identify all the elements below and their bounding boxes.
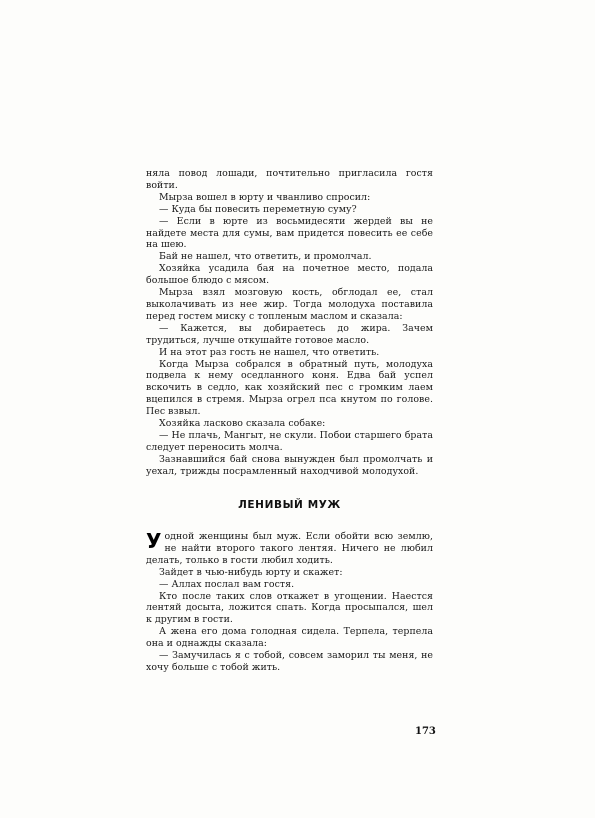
paragraph: А жена его дома голодная сидела. Терпела, терпела она и однажды сказала: [146,626,433,650]
paragraph: няла повод лошади, почтительно пригласила гостя войти. [146,168,433,191]
paragraph: Зазнавшийся бай снова вынужден был промолчать и уехал, трижды посрамленный находчивой молодухой. [146,453,433,477]
paragraph: — Замучилась я с тобой, совсем заморил ты меня, не хочу больше с тобой жить. [146,650,433,673]
paragraph: Зайдет в чью-нибудь юрту и скажет: [159,566,343,578]
paragraph: — Аллах послал вам гостя. [159,578,295,590]
paragraph: Хозяйка ласково сказала собаке: [159,418,326,430]
paragraph: Когда Мырза собрался в обратный путь, молодуха подвела к нему оседланного коня. Едва бай успел вскочить в седло, как хозяйский пес с громким лаем вцепился в стремя. Мырза огрел пса кнутом по голове. Пес взвыл. [146,358,433,418]
paragraph-text: одной женщины был муж. Если обойти всю землю, не найти второго такого лентяя. Ничего не любил делать, только в гости любил ходить. [146,531,433,566]
story-text-lower [146,531,433,674]
paragraph: Хозяйка усадила бая на почетное место, подала большое блюдо с мясом. [146,263,433,287]
paragraph: Бай не нашел, что ответить, и промолчал. [159,251,372,263]
paragraph: — Если в юрте из восьмидесяти жердей вы не найдете места для сумы, вам придется повесить ее себе на шею. [146,215,433,251]
paragraph: — Кажется, вы добираетесь до жира. Зачем трудиться, лучше откушайте готовое масло. [146,322,433,346]
paragraph [146,531,433,567]
paragraph: — Куда бы повесить переметную суму? [159,203,357,215]
paragraph: И на этот раз гость не нашел, что ответить. [159,346,380,358]
paragraph: Мырза взял мозговую кость, обглодал ее, стал выколачивать из нее жир. Тогда молодуха поставила перед гостем миску с топленым маслом и сказала: [146,287,433,322]
paragraph: Мырза вошел в юрту и чванливо спросил: [159,191,371,203]
story-text-upper [146,168,433,478]
story-title: ЛЕНИВЫЙ МУЖ [238,499,341,511]
paragraph: Кто после таких слов откажет в угощении. Наестся лентяй досыта, ложится спать. Когда просыпался, шел к другим в гости. [146,590,433,626]
drop-cap: У [146,529,162,553]
paragraph: — Не плачь, Мангыт, не скули. Побои старшего брата следует переносить молча. [146,429,433,453]
page-number: 173 [415,726,436,737]
